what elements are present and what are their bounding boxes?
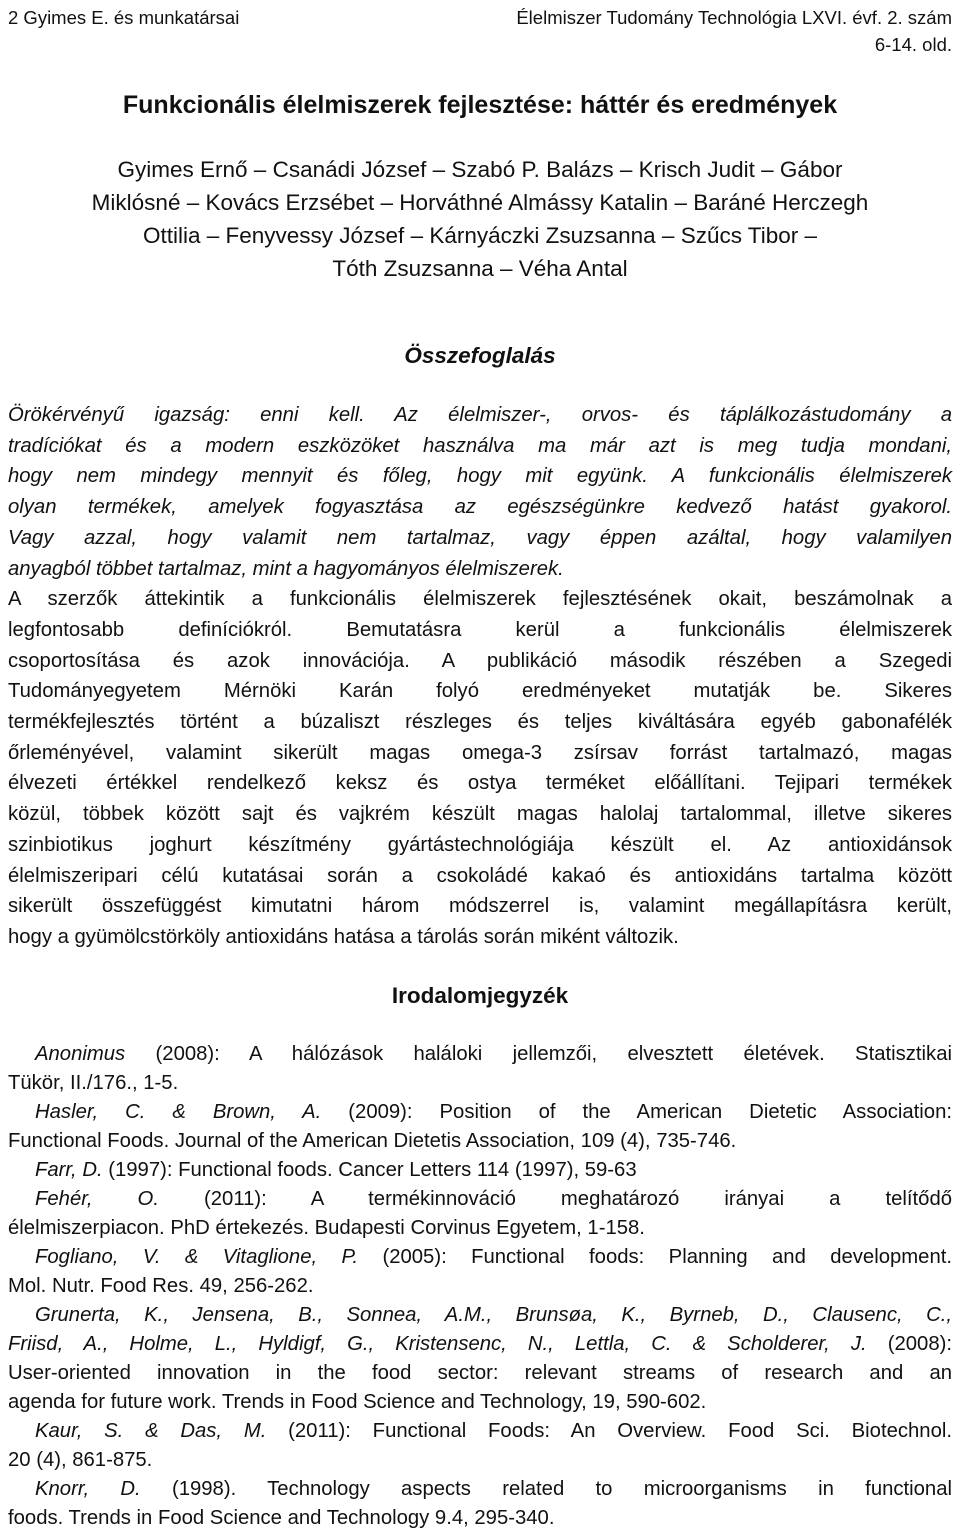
reference-text: (2011): A termékinnováció meghatározó irányai a telítődő <box>158 1188 952 1210</box>
abstract-line: sikerült összefüggést kimutatni három módszerrel is, valamint megállapításra került, <box>8 895 952 918</box>
reference-text: (2008): <box>866 1333 952 1355</box>
reference-author: Anonimus <box>35 1043 126 1065</box>
author-line: Tóth Zsuzsanna – Véha Antal <box>332 256 628 281</box>
abstract-line: hogy a gyümölcstörköly antioxidáns hatása a tárolás során miként változik. <box>8 925 679 948</box>
abstract-line: A szerzők áttekintik a funkcionális élelmiszerek fejlesztésének okait, beszámolnak a <box>8 588 952 611</box>
reference-first-line <box>8 1098 952 1127</box>
reference-line: Mol. Nutr. Food Res. 49, 256-262. <box>8 1275 314 1297</box>
abstract-line: közül, többek között sajt és vajkrém készült magas halolaj tartalommal, illetve sikeres <box>8 803 952 826</box>
reference-text: (2009): Position of the American Dietetic Association: <box>321 1101 952 1123</box>
abstract-line: élelmiszeripari célú kutatásai során a csokoládé kakaó és antioxidáns tartalma között <box>8 864 952 887</box>
reference-text: (2008): A hálózások haláloki jellemzői, elvesztett életévek. Statisztikai <box>125 1043 952 1065</box>
reference-text: (2011): Functional Foods: An Overview. Food Sci. Biotechnol. <box>266 1420 952 1442</box>
header-journal <box>516 4 952 58</box>
abstract <box>8 400 952 953</box>
reference-author: Kaur, S. & Das, M. <box>35 1420 267 1442</box>
abstract-line: Vagy azzal, hogy valamit nem tartalmaz, vagy éppen azáltal, hogy valamilyen <box>8 526 952 549</box>
reference-first-line <box>8 1156 952 1185</box>
reference-line: agenda for future work. Trends in Food Science and Technology, 19, 590-602. <box>8 1391 707 1413</box>
reference-list <box>8 1040 952 1533</box>
header-journal-line: Élelmiszer Tudomány Technológia LXVI. évf. 2. szám <box>516 7 952 28</box>
abstract-line: tradíciókat és a modern eszközöket használva ma már azt is meg tudja mondani, <box>8 434 952 457</box>
reference-first-line <box>8 1040 952 1069</box>
reference-text: (1998). Technology aspects related to microorganisms in functional <box>140 1478 952 1500</box>
abstract-line: Tudományegyetem Mérnöki Karán folyó eredményeket mutatják be. Sikeres <box>8 680 952 703</box>
reference-author: Farr, D. <box>35 1159 103 1181</box>
reference-author: Knorr, D. <box>35 1478 141 1500</box>
reference-author: Fehér, O. <box>35 1188 159 1210</box>
author-line: Miklósné – Kovács Erzsébet – Horváthné Almássy Katalin – Baráné Herczegh <box>91 190 869 215</box>
summary-heading: Összefoglalás <box>404 343 556 368</box>
reference-line: User-oriented innovation in the food sector: relevant streams of research and an <box>8 1362 952 1384</box>
reference-text: (1997): Functional foods. Cancer Letters 114 (1997), 59-63 <box>102 1159 637 1181</box>
reference-author-cont: Friisd, A., Holme, L., Hyldigf, G., Kristensenc, N., Lettla, C. & Scholderer, J. <box>8 1333 867 1355</box>
header-pages-line: 6-14. old. <box>874 34 952 55</box>
abstract-line: anyagból többet tartalmaz, mint a hagyományos élelmiszerek. <box>8 557 564 580</box>
reference-line: foods. Trends in Food Science and Technology 9.4, 295-340. <box>8 1507 555 1529</box>
reference-line: Functional Foods. Journal of the American Dietetis Association, 109 (4), 735-746. <box>8 1130 737 1152</box>
author-list <box>0 153 960 285</box>
reference-line <box>8 1330 952 1359</box>
reference-first-line <box>8 1475 952 1504</box>
author-line: Gyimes Ernő – Csanádi József – Szabó P. Balázs – Krisch Judit – Gábor <box>117 157 843 182</box>
reference-author: Hasler, C. & Brown, A. <box>35 1101 322 1123</box>
reference-author: Fogliano, V. & Vitaglione, P. <box>35 1246 359 1268</box>
reference-first-line <box>8 1243 952 1272</box>
header-page-and-authors: 2 Gyimes E. és munkatársai <box>8 7 240 28</box>
abstract-line: csoportosítása és azok innovációja. A publikáció második részében a Szegedi <box>8 649 952 672</box>
reference-line: Tükör, II./176., 1-5. <box>8 1072 179 1094</box>
reference-author: Grunerta, K., Jensena, B., Sonnea, A.M., Brunsøa, K., Byrneb, D., Clausenc, C., <box>35 1304 952 1326</box>
reference-first-line <box>8 1417 952 1446</box>
reference-first-line <box>8 1301 952 1330</box>
reference-text: (2005): Functional foods: Planning and development. <box>358 1246 952 1268</box>
abstract-line: őrleményével, valamint sikerült magas omega-3 zsírsav forrást tartalmazó, magas <box>8 741 952 764</box>
abstract-line: hogy nem mindegy mennyit és főleg, hogy mit együnk. A funkcionális élelmiszerek <box>8 465 952 488</box>
references-heading: Irodalomjegyzék <box>391 983 569 1008</box>
abstract-line: szinbiotikus joghurt készítmény gyártástechnológiája készült el. Az antioxidánsok <box>8 833 952 856</box>
article-title: Funkcionális élelmiszerek fejlesztése: háttér és eredmények <box>122 91 838 119</box>
author-line: Ottilia – Fenyvessy József – Kárnyáczki Zsuzsanna – Szűcs Tibor – <box>142 223 818 248</box>
abstract-line: legfontosabb definíciókról. Bemutatásra kerül a funkcionális élelmiszerek <box>8 618 952 641</box>
reference-line: 20 (4), 861-875. <box>8 1449 153 1471</box>
abstract-line: olyan termékek, amelyek fogyasztása az egészségünkre kedvező hatást gyakorol. <box>8 496 952 519</box>
abstract-line: élvezeti értékkel rendelkező keksz és ostya terméket előállítani. Tejipari termékek <box>8 772 952 795</box>
reference-first-line <box>8 1185 952 1214</box>
reference-line: élelmiszerpiacon. PhD értekezés. Budapesti Corvinus Egyetem, 1-158. <box>8 1217 645 1239</box>
abstract-line: Örökérvényű igazság: enni kell. Az élelmiszer-, orvos- és táplálkozástudomány a <box>8 404 952 426</box>
abstract-line: termékfejlesztés történt a búzaliszt részleges és teljes kiváltására egyéb gabonafélék <box>8 711 952 734</box>
